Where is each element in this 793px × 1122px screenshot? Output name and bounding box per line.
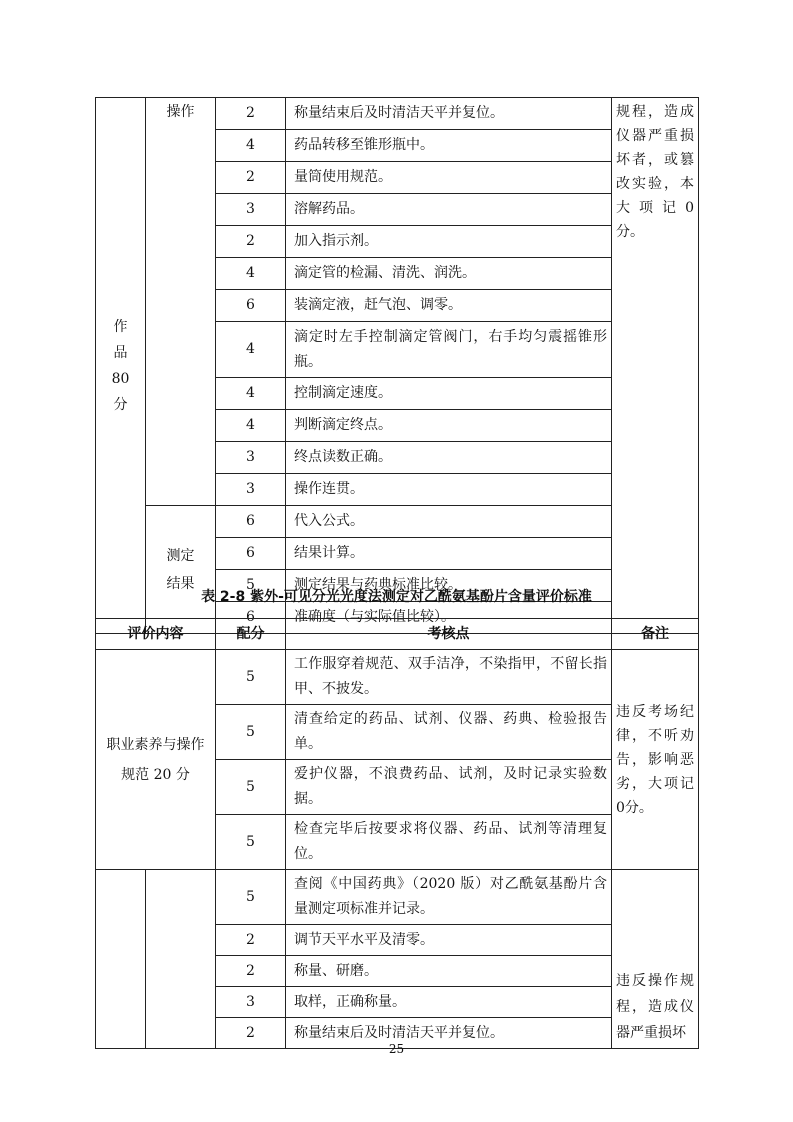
item-cell: 爱护仪器，不浪费药品、试剂，及时记录实验数据。 (286, 760, 612, 815)
header-content: 评价内容 (96, 619, 216, 650)
section2-category (96, 870, 146, 1049)
score-cell: 2 (216, 1018, 286, 1049)
item-cell: 装滴定液，赶气泡、调零。 (286, 290, 612, 322)
score-cell: 5 (216, 650, 286, 705)
item-cell: 量筒使用规范。 (286, 162, 612, 194)
item-cell: 终点读数正确。 (286, 442, 612, 474)
header-point: 考核点 (286, 619, 612, 650)
table-row (96, 870, 699, 925)
score-cell: 3 (216, 442, 286, 474)
table-row (96, 650, 699, 705)
item-cell: 检查完毕后按要求将仪器、药品、试剂等清理复位。 (286, 815, 612, 870)
item-cell: 操作连贯。 (286, 474, 612, 506)
score-cell: 5 (216, 870, 286, 925)
section2-subcategory (146, 870, 216, 1049)
score-cell: 3 (216, 987, 286, 1018)
score-cell: 4 (216, 322, 286, 378)
subcategory-result: 测定 结果 (146, 506, 216, 634)
item-cell: 溶解药品。 (286, 194, 612, 226)
item-cell: 结果计算。 (286, 538, 612, 570)
score-cell: 3 (216, 474, 286, 506)
section-professional: 职业素养与操作 规范 20 分 (96, 650, 216, 870)
score-cell: 5 (216, 705, 286, 760)
score-cell: 5 (216, 570, 286, 602)
score-cell: 4 (216, 130, 286, 162)
score-cell: 2 (216, 925, 286, 956)
table-row (96, 98, 699, 130)
item-cell: 清查给定的药品、试剂、仪器、药典、检验报告单。 (286, 705, 612, 760)
remark-cell: 违反考场纪律，不听劝告，影响恶劣，大项记0分。 (612, 650, 699, 870)
remark-cell: 违反操作规程，造成仪器严重损坏 (612, 870, 699, 1049)
score-cell: 4 (216, 258, 286, 290)
scoring-table-continued (95, 97, 699, 634)
score-cell: 6 (216, 290, 286, 322)
category-works-80: 作 品 80 分 (96, 98, 146, 634)
score-cell: 6 (216, 506, 286, 538)
score-cell: 4 (216, 378, 286, 410)
score-cell: 2 (216, 226, 286, 258)
score-cell: 2 (216, 98, 286, 130)
table-title: 表 2-8 紫外-可见分光光度法测定对乙酰氨基酚片含量评价标准 (201, 589, 592, 605)
item-cell: 准确度（与实际值比较）。 (286, 602, 612, 634)
table-header-row (96, 619, 699, 650)
header-remark: 备注 (612, 619, 699, 650)
item-cell: 取样，正确称量。 (286, 987, 612, 1018)
item-cell: 测定结果与药典标准比较。 (286, 570, 612, 602)
score-cell: 6 (216, 602, 286, 634)
item-cell: 称量结束后及时清洁天平并复位。 (286, 1018, 612, 1049)
page-number: 25 (388, 1042, 405, 1056)
score-cell: 3 (216, 194, 286, 226)
item-cell: 代入公式。 (286, 506, 612, 538)
table-row (96, 506, 699, 538)
score-cell: 2 (216, 956, 286, 987)
score-cell: 5 (216, 815, 286, 870)
item-cell: 药品转移至锥形瓶中。 (286, 130, 612, 162)
score-cell: 4 (216, 410, 286, 442)
evaluation-table (95, 618, 699, 1049)
item-cell: 工作服穿着规范、双手洁净，不染指甲，不留长指甲、不披发。 (286, 650, 612, 705)
item-cell: 滴定时左手控制滴定管阀门，右手均匀震摇锥形瓶。 (286, 322, 612, 378)
subcategory-operation: 操作 (146, 98, 216, 506)
score-cell: 2 (216, 162, 286, 194)
score-cell: 5 (216, 760, 286, 815)
item-cell: 称量、研磨。 (286, 956, 612, 987)
item-cell: 控制滴定速度。 (286, 378, 612, 410)
item-cell: 判断滴定终点。 (286, 410, 612, 442)
header-score: 配分 (216, 619, 286, 650)
score-cell: 6 (216, 538, 286, 570)
item-cell: 称量结束后及时清洁天平并复位。 (286, 98, 612, 130)
item-cell: 加入指示剂。 (286, 226, 612, 258)
item-cell: 查阅《中国药典》（2020 版）对乙酰氨基酚片含量测定项标准并记录。 (286, 870, 612, 925)
remark-cell: 规程，造成仪器严重损坏者，或篡改实验，本大项记0分。 (612, 98, 699, 634)
item-cell: 调节天平水平及清零。 (286, 925, 612, 956)
item-cell: 滴定管的检漏、清洗、润洗。 (286, 258, 612, 290)
